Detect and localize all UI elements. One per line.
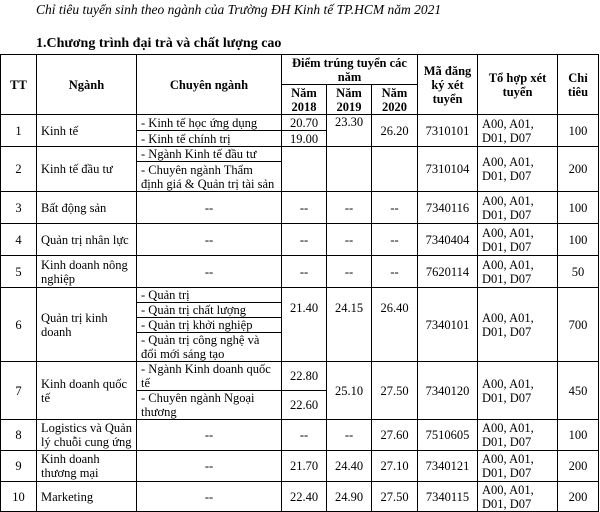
cell-2019: -- bbox=[327, 224, 372, 256]
cell-2020: 27.10 bbox=[372, 451, 418, 482]
cell-tt: 8 bbox=[1, 420, 37, 451]
cell-chi-tieu: 100 bbox=[558, 115, 599, 147]
header-to-hop: Tổ hợp xét tuyển bbox=[478, 55, 558, 115]
cell-2019: -- bbox=[327, 192, 372, 224]
header-diem-group: Điểm trúng tuyển các năm bbox=[282, 55, 418, 85]
header-chi-tieu: Chỉ tiêu bbox=[558, 55, 599, 115]
cell-2019: 24.40 bbox=[327, 451, 372, 482]
cell-2018 bbox=[282, 147, 327, 192]
cell-2019: 25.10 bbox=[327, 362, 372, 420]
cell-chuyen-nganh: -- bbox=[137, 420, 282, 451]
cell-chuyen-nganh: -- bbox=[137, 451, 282, 482]
cell-chi-tieu: 200 bbox=[558, 147, 599, 192]
header-tt: TT bbox=[1, 55, 37, 115]
cell-chi-tieu: 200 bbox=[558, 482, 599, 512]
cell-2018: 21.40 bbox=[282, 288, 327, 362]
cell-tt: 6 bbox=[1, 288, 37, 362]
cell-to-hop: A00, A01, D01, D07 bbox=[478, 192, 558, 224]
cell-2020: -- bbox=[372, 256, 418, 288]
cell-tt: 3 bbox=[1, 192, 37, 224]
cell-2019: -- bbox=[327, 420, 372, 451]
cell-to-hop: A00, A01, D01, D07 bbox=[478, 224, 558, 256]
cell-tt: 9 bbox=[1, 451, 37, 482]
cell-chuyen-nganh: -- bbox=[137, 192, 282, 224]
cell-2018: 22.80 bbox=[282, 362, 327, 391]
cell-to-hop: A00, A01, D01, D07 bbox=[478, 451, 558, 482]
cell-chuyen-nganh: - Quản trị khởi nghiệp bbox=[137, 318, 282, 333]
cell-2019: 24.15 bbox=[327, 288, 372, 362]
cell-tt: 7 bbox=[1, 362, 37, 420]
cell-chuyen-nganh: - Kinh tế chính trị bbox=[137, 131, 282, 147]
cell-nganh: Logistics và Quản lý chuỗi cung ứng bbox=[37, 420, 137, 451]
cell-2018: 22.40 bbox=[282, 482, 327, 512]
admission-table bbox=[0, 54, 599, 512]
cell-to-hop: A00, A01, D01, D07 bbox=[478, 147, 558, 192]
cell-ma: 7310104 bbox=[418, 147, 478, 192]
cell-2020: 27.60 bbox=[372, 420, 418, 451]
cell-to-hop: A00, A01, D01, D07 bbox=[478, 115, 558, 147]
cell-2018: -- bbox=[282, 420, 327, 451]
cell-chuyen-nganh: - Chuyên ngành Thẩm định giá & Quản trị tài sản bbox=[137, 162, 282, 192]
cell-nganh: Kinh doanh quốc tế bbox=[37, 362, 137, 420]
cell-2020: 27.50 bbox=[372, 482, 418, 512]
cell-chuyen-nganh: - Quản trị chất lượng bbox=[137, 303, 282, 318]
cell-ma: 7340404 bbox=[418, 224, 478, 256]
cell-to-hop: A00, A01, D01, D07 bbox=[478, 288, 558, 362]
cell-chuyen-nganh: -- bbox=[137, 482, 282, 512]
cell-2018: 21.70 bbox=[282, 451, 327, 482]
cell-2020: 27.50 bbox=[372, 362, 418, 420]
cell-tt: 1 bbox=[1, 115, 37, 147]
cell-2018: 22.60 bbox=[282, 391, 327, 420]
cell-nganh: Kinh doanh thương mại bbox=[37, 451, 137, 482]
cell-chi-tieu: 200 bbox=[558, 451, 599, 482]
cell-2020 bbox=[372, 147, 418, 192]
cell-2019 bbox=[327, 147, 372, 192]
cell-to-hop: A00, A01, D01, D07 bbox=[478, 362, 558, 420]
cell-chi-tieu: 700 bbox=[558, 288, 599, 362]
table-row bbox=[1, 192, 599, 224]
header-nam-2019: Năm 2019 bbox=[327, 85, 372, 115]
section-title: 1.Chương trình đại trà và chất lượng cao bbox=[36, 36, 282, 51]
cell-chi-tieu: 100 bbox=[558, 224, 599, 256]
cell-2018: 20.70 bbox=[282, 115, 327, 131]
cell-chuyen-nganh: - Quản trị công nghệ và đổi mới sáng tạo bbox=[137, 333, 282, 362]
cell-chuyen-nganh: - Ngành Kinh doanh quốc tế bbox=[137, 362, 282, 391]
cell-to-hop: A00, A01, D01, D07 bbox=[478, 420, 558, 451]
cell-2018: -- bbox=[282, 192, 327, 224]
cell-tt: 10 bbox=[1, 482, 37, 512]
cell-chi-tieu: 50 bbox=[558, 256, 599, 288]
table-row bbox=[1, 482, 599, 512]
cell-ma: 7340121 bbox=[418, 451, 478, 482]
cell-2018: 19.00 bbox=[282, 131, 327, 147]
cell-ma: 7620114 bbox=[418, 256, 478, 288]
cell-chuyen-nganh: - Quản trị bbox=[137, 288, 282, 303]
cell-2020: -- bbox=[372, 192, 418, 224]
table-row bbox=[1, 256, 599, 288]
cell-chi-tieu: 100 bbox=[558, 192, 599, 224]
header-nganh: Ngành bbox=[37, 55, 137, 115]
cell-ma: 7340116 bbox=[418, 192, 478, 224]
cell-chuyen-nganh: - Chuyên ngành Ngoại thương bbox=[137, 391, 282, 420]
cell-2020: 26.20 bbox=[372, 115, 418, 147]
cell-2018: -- bbox=[282, 224, 327, 256]
table-row bbox=[1, 288, 599, 303]
cell-tt: 5 bbox=[1, 256, 37, 288]
table-row bbox=[1, 147, 599, 162]
header-nam-2020: Năm 2020 bbox=[372, 85, 418, 115]
cell-tt: 4 bbox=[1, 224, 37, 256]
cell-2019: -- bbox=[327, 256, 372, 288]
cell-nganh: Bất động sản bbox=[37, 192, 137, 224]
cell-chuyen-nganh: - Ngành Kinh tế đầu tư bbox=[137, 147, 282, 162]
cell-2020: 26.40 bbox=[372, 288, 418, 362]
cell-chuyen-nganh: - Kinh tế học ứng dụng bbox=[137, 115, 282, 131]
cell-to-hop: A00, A01, D01, D07 bbox=[478, 482, 558, 512]
cell-ma: 7510605 bbox=[418, 420, 478, 451]
header-chuyen-nganh: Chuyên ngành bbox=[137, 55, 282, 115]
cell-ma: 7340120 bbox=[418, 362, 478, 420]
document-caption: Chỉ tiêu tuyển sinh theo ngành của Trường ĐH Kinh tế TP.HCM năm 2021 bbox=[36, 2, 442, 17]
cell-ma: 7310101 bbox=[418, 115, 478, 147]
cell-chuyen-nganh: -- bbox=[137, 256, 282, 288]
cell-nganh: Kinh tế đầu tư bbox=[37, 147, 137, 192]
cell-2019: 24.90 bbox=[327, 482, 372, 512]
table-row bbox=[1, 451, 599, 482]
cell-chi-tieu: 450 bbox=[558, 362, 599, 420]
cell-2018: -- bbox=[282, 256, 327, 288]
table-row bbox=[1, 115, 599, 131]
cell-tt: 2 bbox=[1, 147, 37, 192]
table-row bbox=[1, 420, 599, 451]
cell-chi-tieu: 100 bbox=[558, 420, 599, 451]
cell-to-hop: A00, A01, D01, D07 bbox=[478, 256, 558, 288]
table-row bbox=[1, 362, 599, 391]
cell-nganh: Kinh doanh nông nghiệp bbox=[37, 256, 137, 288]
cell-2019: 23.30 bbox=[327, 115, 372, 147]
cell-nganh: Quản trị nhân lực bbox=[37, 224, 137, 256]
table-row bbox=[1, 224, 599, 256]
cell-nganh: Kinh tế bbox=[37, 115, 137, 147]
cell-ma: 7340101 bbox=[418, 288, 478, 362]
cell-nganh: Marketing bbox=[37, 482, 137, 512]
cell-nganh: Quản trị kinh doanh bbox=[37, 288, 137, 362]
cell-2020: -- bbox=[372, 224, 418, 256]
header-nam-2018: Năm 2018 bbox=[282, 85, 327, 115]
cell-ma: 7340115 bbox=[418, 482, 478, 512]
header-ma: Mã đăng ký xét tuyển bbox=[418, 55, 478, 115]
cell-chuyen-nganh: -- bbox=[137, 224, 282, 256]
